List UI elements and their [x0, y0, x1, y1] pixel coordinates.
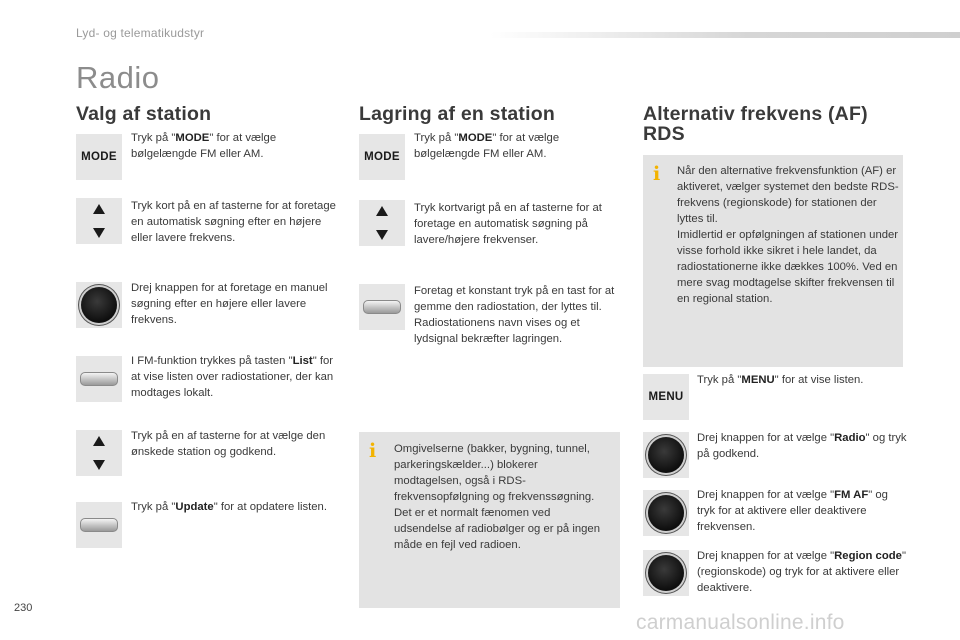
info-note-box [359, 432, 620, 608]
page-title: Radio [76, 60, 160, 95]
section-title-af-rds: Alternativ frekvens (AF) RDS [643, 103, 868, 145]
instruction-text: Foretag et konstant tryk på en tast for at gemme den radiostation, der lyttes til. Radiostationens navn vises og et lydsignal bekræfter lagringen. [414, 285, 615, 345]
bar-button-icon [76, 356, 122, 402]
watermark: carmanualsonline.info [636, 611, 845, 634]
instruction-text: Tryk på "MODE" for at vælge bølgelængde FM eller AM. [131, 132, 277, 160]
instruction-text: Tryk på "MENU" for at vise listen. [697, 374, 864, 386]
instruction-text: Tryk på "Update" for at opdatere listen. [131, 501, 327, 513]
up-down-arrows-icon [359, 200, 405, 246]
rotary-knob-icon [76, 282, 122, 328]
menu-button-icon: MENU [643, 374, 689, 420]
page-number: 230 [14, 602, 33, 614]
section-title-valg-af-station: Valg af station [76, 103, 212, 125]
mode-button-icon: MODE [359, 134, 405, 180]
instruction-text: Drej knappen for at foretage en manuel søgning efter en højere eller lavere frekvens. [131, 282, 328, 326]
rotary-knob-icon [643, 432, 689, 478]
mode-button-icon: MODE [76, 134, 122, 180]
instruction-text: Tryk på "MODE" for at vælge bølgelængde FM eller AM. [414, 132, 560, 160]
up-down-arrows-icon [76, 198, 122, 244]
info-note-text: Omgivelserne (bakker, bygning, tunnel, parkeringskælder...) blokerer modtagelsen, også i RDS-frekvensopfølgning og frekvenssøgning. Det er et normalt fænomen ved udsendelse af radiobølger og er på ingen måde en fejl ved radioen. [394, 443, 600, 551]
up-down-arrows-icon [76, 430, 122, 476]
info-note-text: Når den alternative frekvensfunktion (AF) er aktiveret, vælger systemet den bedste RDS-frekvens (regionskode) for stationen der lyttes til. Imidlertid er opfølgningen af stationen under visse forhold ikke sikret i hele landet, da radiostationerne ikke dækkes 100%. Ved en mere svag modtagelse skifter frekvensen til en regional station. [677, 165, 899, 305]
section-title-lagring-af-en-station: Lagring af en station [359, 103, 555, 125]
instruction-text: I FM-funktion trykkes på tasten "List" for at vise listen over radiostationer, der kan modtages lokalt. [131, 355, 334, 399]
info-note-box [643, 155, 903, 367]
instruction-text: Tryk på en af tasterne for at vælge den ønskede station og godkend. [131, 430, 326, 458]
info-icon: i [369, 440, 377, 462]
rotary-knob-icon [643, 550, 689, 596]
chapter-header: Lyd- og telematikudstyr [76, 26, 205, 40]
bar-button-icon [359, 284, 405, 330]
instruction-text: Drej knappen for at vælge "Region code" (regionskode) og tryk for at aktivere eller deaktivere. [697, 550, 906, 594]
instruction-text: Drej knappen for at vælge "Radio" og tryk på godkend. [697, 432, 907, 460]
bar-button-icon [76, 502, 122, 548]
header-divider [490, 32, 960, 38]
rotary-knob-icon [643, 490, 689, 536]
instruction-text: Drej knappen for at vælge "FM AF" og tryk for at aktivere eller deaktivere frekvensen. [697, 489, 888, 533]
instruction-text: Tryk kortvarigt på en af tasterne for at foretage en automatisk søgning på lavere/højere frekvenser. [414, 202, 602, 246]
info-icon: i [653, 163, 661, 185]
instruction-text: Tryk kort på en af tasterne for at foretage en automatisk søgning efter en højere eller lavere frekvens. [131, 200, 336, 244]
